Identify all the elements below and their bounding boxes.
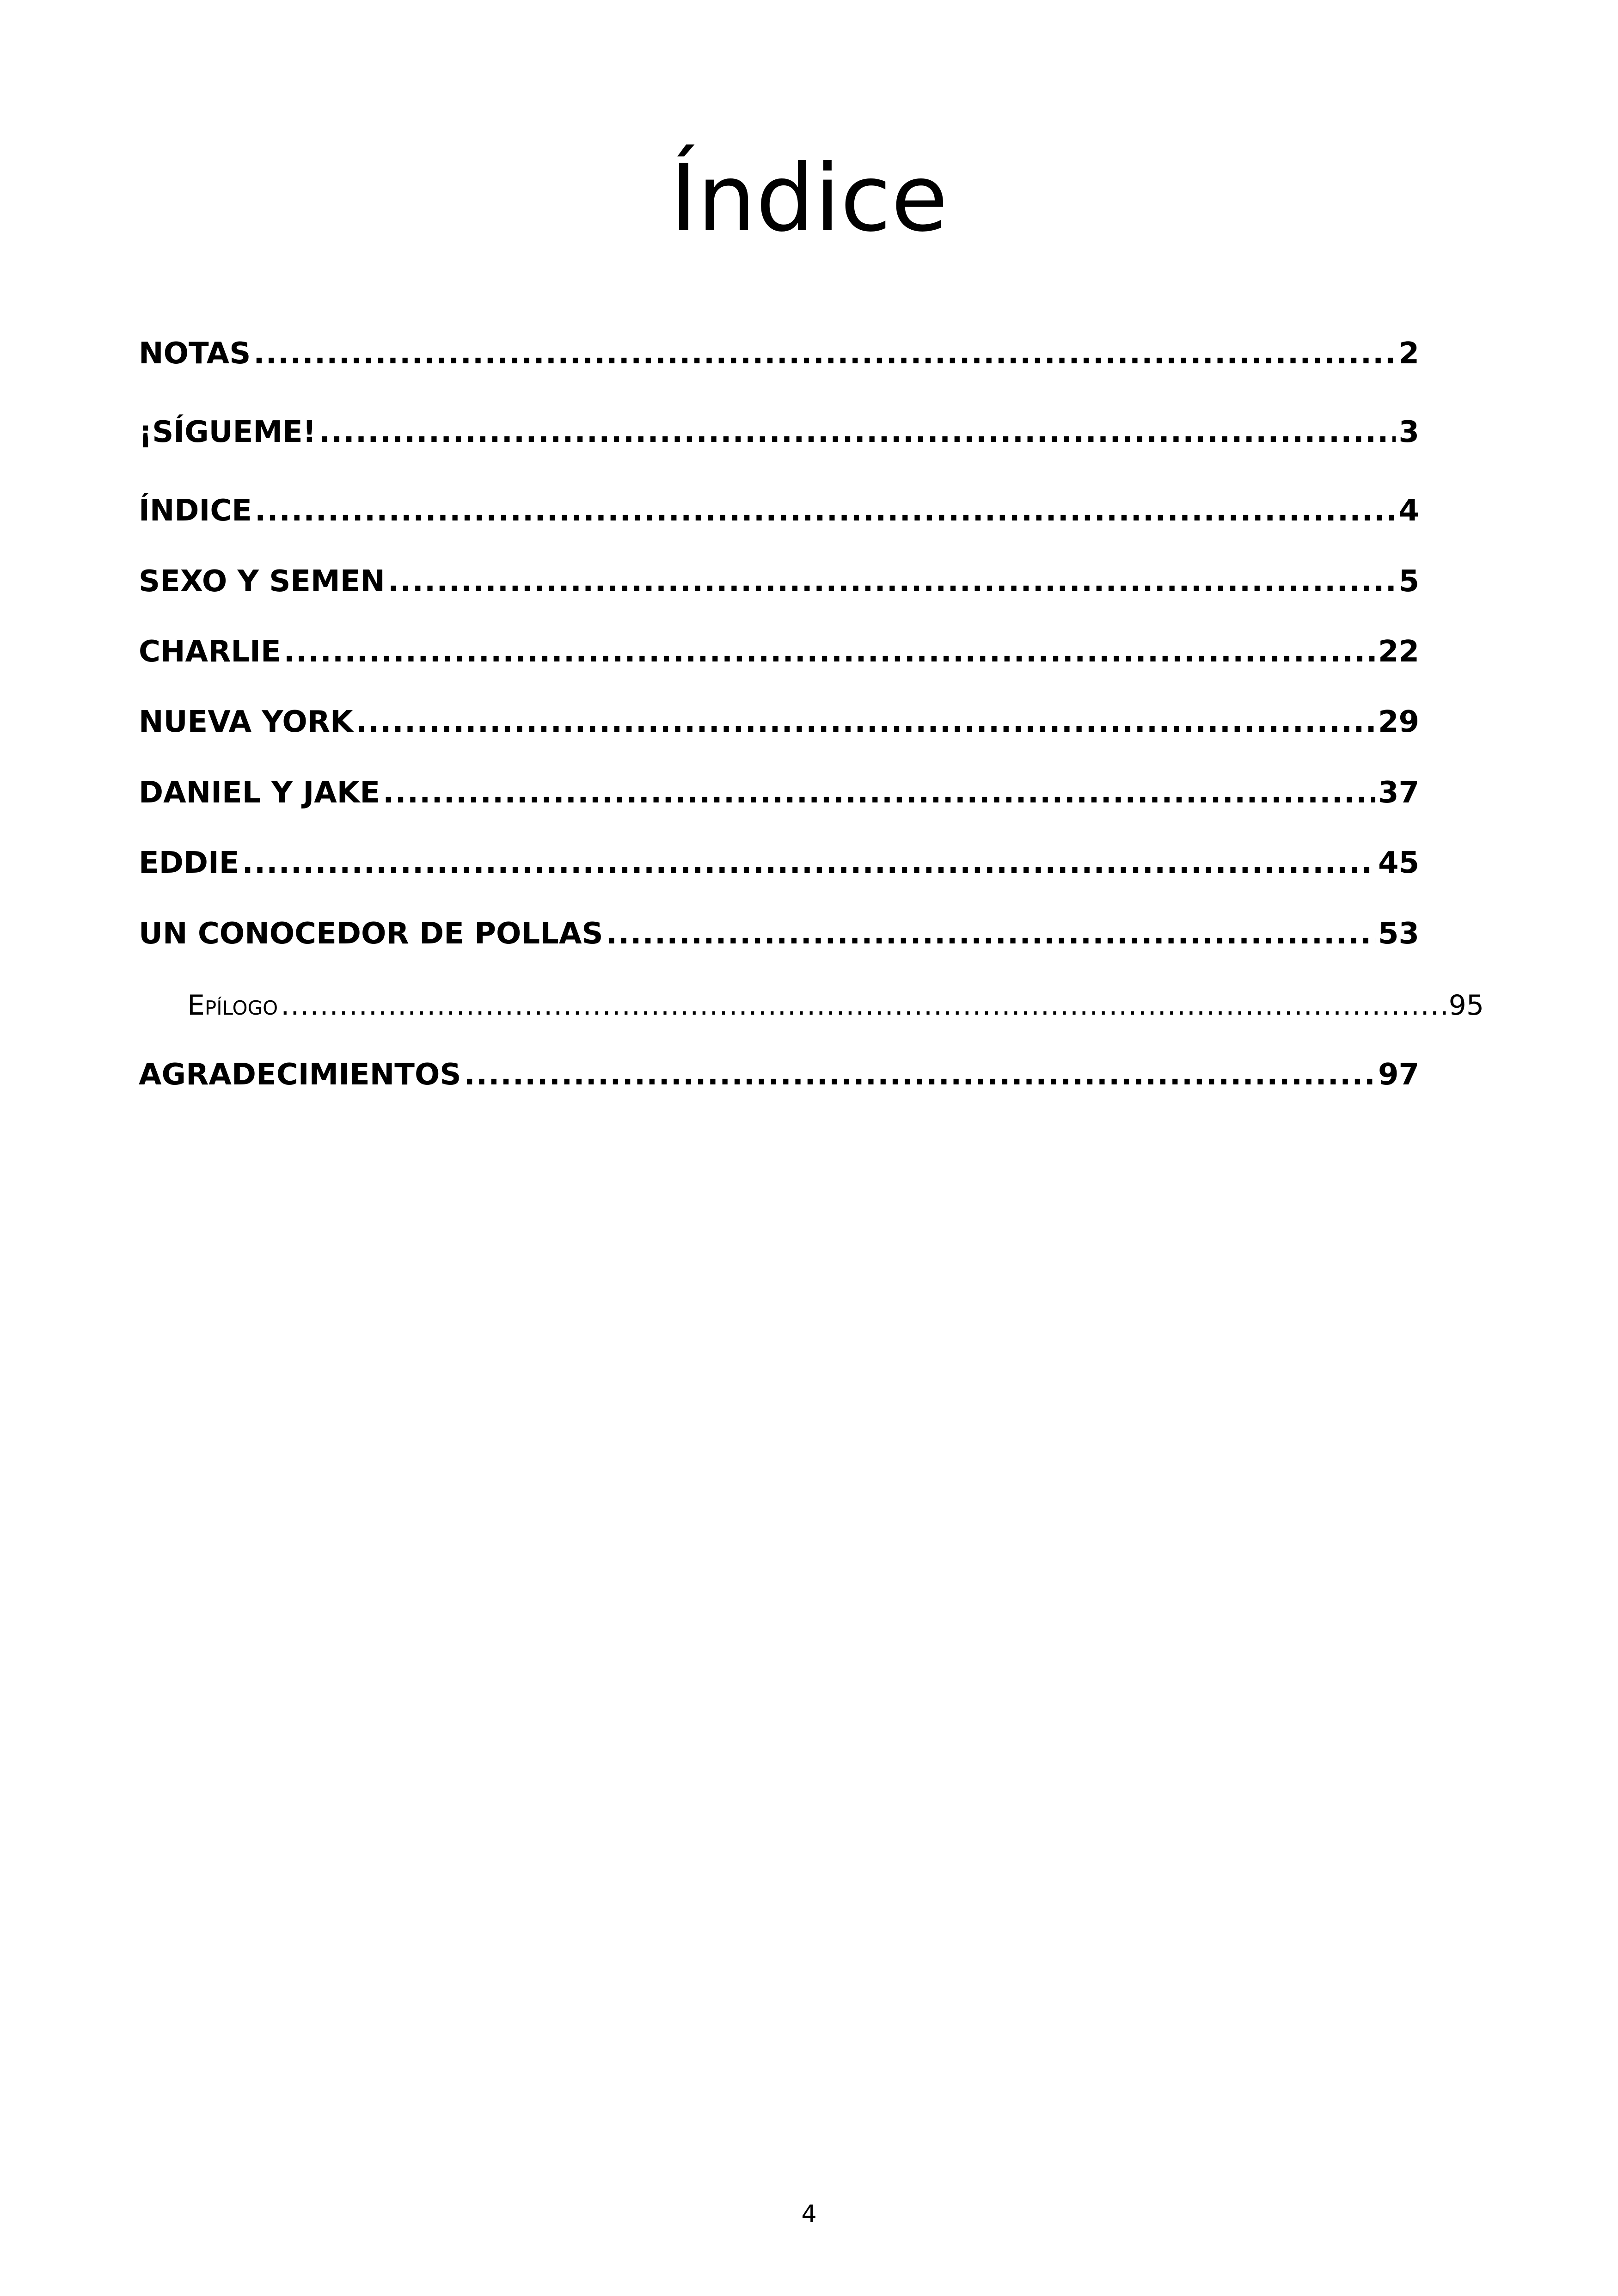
toc-dot-leader [383,770,1375,816]
toc-entry-un-conocedor-de-pollas[interactable] [139,911,1419,957]
toc-entry-page: 53 [1378,917,1419,951]
toc-dot-leader [284,629,1375,675]
toc-entry-label: NOTAS [139,337,251,371]
toc-entry-charlie[interactable] [139,629,1419,675]
toc-entry-label: ¡SÍGUEME! [139,415,316,449]
toc-entry-epilogo[interactable] [187,982,1484,1029]
toc-entry-agradecimientos[interactable] [139,1052,1419,1098]
toc-dot-leader [253,331,1396,377]
toc-entry-label: CHARLIE [139,635,281,669]
toc-entry-page: 97 [1378,1058,1419,1092]
toc-entry-page: 5 [1398,564,1419,599]
toc-entry-page: 4 [1398,494,1419,528]
toc-entry-indice[interactable] [139,488,1419,534]
toc-entry-label: Epílogo [187,989,278,1022]
toc-entry-label: NUEVA YORK [139,705,353,739]
toc-dot-leader [319,409,1396,455]
toc-entry-label: SEXO Y SEMEN [139,564,385,599]
toc-dot-leader [281,982,1446,1029]
toc-entry-page: 37 [1378,776,1419,810]
toc-entry-page: 22 [1378,635,1419,669]
toc-entry-label: DANIEL Y JAKE [139,776,380,810]
toc-dot-leader [464,1052,1375,1098]
toc-entry-page: 29 [1378,705,1419,739]
toc-dot-leader [606,911,1375,957]
page-number: 4 [801,2200,817,2228]
toc-entry-sexo-y-semen[interactable] [139,558,1419,605]
toc-entry-sigueme[interactable] [139,409,1419,455]
toc-entry-page: 45 [1378,846,1419,880]
toc-entry-eddie[interactable] [139,840,1419,886]
toc-dot-leader [242,840,1375,886]
toc-entry-notas[interactable] [139,331,1419,377]
toc-entry-label: AGRADECIMIENTOS [139,1058,461,1092]
toc-entry-page: 2 [1398,337,1419,371]
toc-entry-label: UN CONOCEDOR DE POLLAS [139,917,603,951]
toc-entry-page: 3 [1398,415,1419,449]
toc-entry-label: EDDIE [139,846,239,880]
toc-entry-label: ÍNDICE [139,494,252,528]
toc-dot-leader [356,699,1375,745]
page-title: Índice [670,145,948,252]
toc-entry-page: 95 [1448,989,1484,1022]
toc-entry-nueva-york[interactable] [139,699,1419,745]
toc-entry-daniel-y-jake[interactable] [139,770,1419,816]
toc-dot-leader [255,488,1396,534]
toc-dot-leader [388,558,1396,605]
